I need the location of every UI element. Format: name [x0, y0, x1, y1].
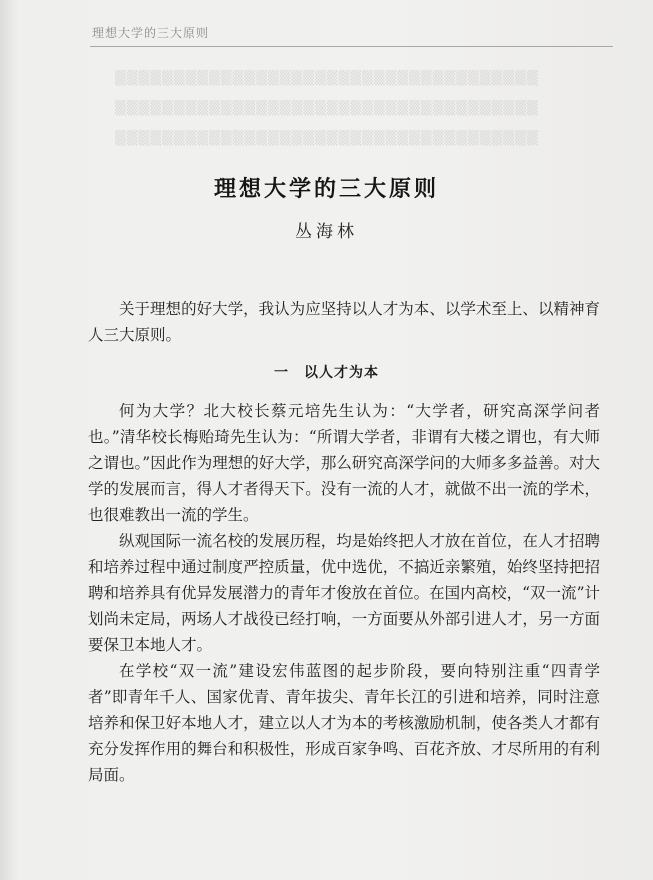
bleed-through-line: ▒▒▒▒▒▒▒▒▒▒▒▒▒▒▒▒▒▒▒▒▒▒▒▒▒▒▒▒▒▒▒▒▒▒▒▒ [115, 70, 539, 86]
article-title: 理想大学的三大原则 [213, 177, 439, 202]
body-paragraph: 纵观国际一流名校的发展历程，均是始终把人才放在首位，在人才招聘和培养过程中通过制度严控质量，优中选优，不搞近亲繁殖，始终坚持把招聘和培养具有优异发展潜力的青年才俊放在首位。在国内高校，“双一流”计划尚未定局，两场人才战役已经打响，一方面要从外部引进人才，另一方面要保卫本地人才。 [88, 532, 600, 654]
running-head: 理想大学的三大原则 [92, 26, 210, 40]
intro-block [88, 296, 600, 348]
body-paragraph: 何为大学？北大校长蔡元培先生认为：“大学者，研究高深学问者也。”清华校长梅贻琦先生认为：“所谓大学者，非谓有大楼之谓也，有大师之谓也。”因此作为理想的好大学，那么研究高深学问的大师多多益善。对大学的发展而言，得人才者得天下。没有一流的人才，就做不出一流的学术，也很难教出一流的学生。 [88, 402, 600, 524]
header-rule [90, 46, 613, 47]
article-author: 丛海林 [295, 222, 358, 242]
intro-paragraph: 关于理想的好大学，我认为应坚持以人才为本、以学术至上、以精神育人三大原则。 [88, 300, 600, 344]
bleed-through-line: ▒▒▒▒▒▒▒▒▒▒▒▒▒▒▒▒▒▒▒▒▒▒▒▒▒▒▒▒▒▒▒▒▒▒▒▒ [115, 100, 539, 116]
bleed-through-line: ▒▒▒▒▒▒▒▒▒▒▒▒▒▒▒▒▒▒▒▒▒▒▒▒▒▒▒▒▒▒▒▒▒▒▒▒ [115, 130, 539, 146]
body-paragraph: 在学校“双一流”建设宏伟蓝图的起步阶段，要向特别注重“四青学者”即青年千人、国家优青、青年拔尖、青年长江的引进和培养，同时注意培养和保卫好本地人才，建立以人才为本的考核激励机制，使各类人才都有充分发挥作用的舞台和积极性，形成百家争鸣、百花齐放、才尽所用的有利局面。 [88, 662, 600, 784]
section-heading: 一 以人才为本 [274, 365, 379, 381]
section-body [88, 398, 600, 788]
